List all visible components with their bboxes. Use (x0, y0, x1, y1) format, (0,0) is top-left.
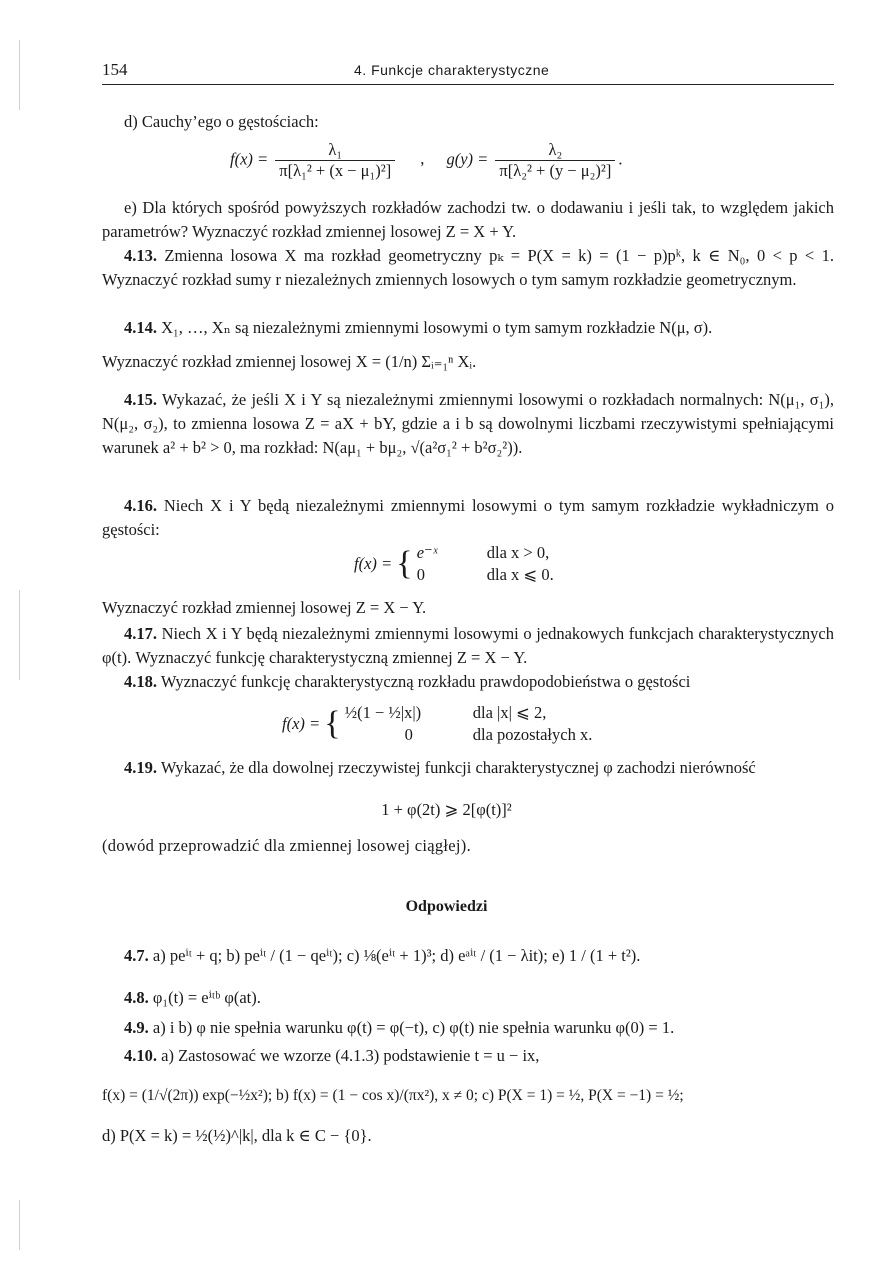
answer-4-10-text: a) Zastosować we wzorze (4.1.3) podstawienie t = u − ix, (161, 1046, 540, 1065)
formula-f-lhs: f(x) = (230, 149, 269, 169)
cauchy-formulas: f(x) = $\frac{\text{λ₁}}{\text{π[λ₁² + (x − μ₁)²]}}$ , g(y) = $\frac{\text{λ₂}}{\text{π[λ₂² + (y − μ₂)²]}}$ . (230, 140, 623, 180)
answer-4-7-text: a) peⁱᵗ + q; b) peⁱᵗ / (1 − qeⁱᵗ); c) ⅛(eⁱᵗ + 1)³; d) eᵃⁱᵗ / (1 − λit); e) 1 / (1 + t²). (152, 946, 641, 965)
problem-4-18-text: Wyznaczyć funkcję charakterystyczną rozkładu prawdopodobieństwa o gęstości (160, 672, 691, 691)
problem-4-15-number: 4.15. (124, 390, 157, 409)
problem-4-19 (102, 756, 834, 780)
answer-4-7 (102, 944, 834, 968)
problem-4-16-text2: Wyznaczyć rozkład zmiennej losowej Z = X − Y. (102, 598, 427, 617)
problem-4-16-text: Niech X i Y będą niezależnymi zmiennymi losowymi o tym samym rozkładzie wykładniczym o gęstości: (102, 496, 834, 539)
answer-4-8 (102, 986, 834, 1010)
problem-4-13-number: 4.13. (124, 246, 157, 265)
scan-edge-top (19, 40, 20, 110)
answer-4-10-line3: d) P(X = k) = ½(½)^|k|, dla k ∈ C − {0}. (102, 1126, 372, 1145)
density-4-18-case1-condition: dla |x| ⩽ 2, (472, 703, 547, 722)
problem-e-text: e) Dla których spośród powyższych rozkładów zachodzi tw. o dodawaniu i jeśli tak, to względem jakich parametrów? Wyznaczyć rozkład zmiennej losowej Z = X + Y. (102, 198, 834, 241)
density-4-18-case1-value: ½(1 − ½|x|) (344, 703, 422, 722)
problem-4-19-text: Wykazać, że dla dowolnej rzeczywistej funkcji charakterystycznej φ zachodzi nierówność (160, 758, 756, 777)
problem-4-18-number: 4.18. (124, 672, 157, 691)
answer-4-10-line2: f(x) = (1/√(2π)) exp(−½x²); b) f(x) = (1 − cos x)/(πx²), x ≠ 0; c) P(X = 1) = ½, P(X = −1) = ½; (102, 1087, 684, 1104)
answers-heading: Odpowiedzi (405, 898, 488, 915)
density-4-18-case2-value: 0 (404, 725, 413, 744)
density-4-16-case2-value: 0 (416, 565, 425, 584)
problem-4-16-number: 4.16. (124, 496, 157, 515)
chapter-title: 4. Funkcje charakterystyczne (354, 62, 550, 78)
answer-4-8-number: 4.8. (124, 988, 149, 1007)
density-4-18 (282, 702, 592, 746)
density-4-18-lhs: f(x) = (282, 714, 321, 733)
formula-g-lhs: g(y) = (446, 149, 489, 169)
formula-f-fraction (275, 140, 395, 181)
problem-4-14-text2: Wyznaczyć rozkład zmiennej losowej X = (1/n) Σᵢ₌₁ⁿ Xᵢ. (102, 352, 477, 371)
formula-g-denominator: π[λ₂² + (y − μ₂)²] (499, 161, 612, 180)
left-brace-icon: { (396, 545, 413, 582)
problem-4-17-text: Niech X i Y będą niezależnymi zmiennymi losowymi o jednakowych funkcjach charakterystycznych φ(t). Wyznaczyć funkcję charakterystyczną zmiennej Z = X − Y. (102, 624, 834, 667)
density-4-16 (354, 542, 554, 586)
problem-4-14 (102, 316, 834, 340)
density-4-16-case1-value: e⁻ˣ (416, 543, 438, 562)
problem-4-14-text: X₁, …, Xₙ są niezależnymi zmiennymi losowymi o tym samym rozkładzie N(μ, σ). (161, 318, 713, 337)
problem-4-17 (102, 622, 834, 670)
density-4-16-case1-condition: dla x > 0, (486, 543, 550, 562)
problem-4-13 (102, 244, 834, 292)
problem-4-15 (102, 388, 834, 460)
answer-4-10-number: 4.10. (124, 1046, 157, 1065)
formula-g-numerator: λ₂ (495, 140, 615, 161)
left-brace-icon: { (324, 705, 341, 742)
page-number: 154 (102, 60, 128, 79)
scan-edge-bottom (19, 1200, 20, 1250)
answer-4-9 (102, 1016, 834, 1040)
scan-edge-middle (19, 590, 20, 680)
problem-4-15-text: Wykazać, że jeśli X i Y są niezależnymi zmiennymi losowymi o rozkładach normalnych: N(μ₁, σ₁), N(μ₂, σ₂), to zmienna losowa Z = aX + bY, gdzie a i b są dowolnymi liczbami rzeczywistymi spełniającymi warunek a² + b² > 0, ma rozkład: N(aμ₁ + bμ₂, √(a²σ₁² + b²σ₂²)). (102, 390, 834, 457)
answer-4-8-text: φ₁(t) = eⁱᵗᵇ φ(at). (152, 988, 261, 1007)
problem-d-label: d) Cauchy’ego o gęstościach: (124, 112, 319, 131)
problem-4-18 (102, 670, 834, 694)
page-header (102, 58, 834, 85)
density-4-16-case2-condition: dla x ⩽ 0. (486, 565, 554, 584)
problem-4-17-number: 4.17. (124, 624, 157, 643)
density-4-16-lhs: f(x) = (354, 554, 393, 573)
answer-4-9-number: 4.9. (124, 1018, 149, 1037)
formula-g-fraction (495, 140, 615, 181)
answer-4-9-text: a) i b) φ nie spełnia warunku φ(t) = φ(−t), c) φ(t) nie spełnia warunku φ(0) = 1. (152, 1018, 675, 1037)
answer-4-10 (102, 1044, 834, 1068)
answer-4-7-number: 4.7. (124, 946, 149, 965)
problem-4-19-text2: (dowód przeprowadzić dla zmiennej losowej ciągłej). (102, 836, 471, 855)
formula-f-denominator: π[λ₁² + (x − μ₁)²] (279, 161, 392, 180)
density-4-18-case2-condition: dla pozostałych x. (472, 725, 593, 744)
formula-f-numerator: λ₁ (275, 140, 395, 161)
problem-4-16 (102, 494, 834, 542)
problem-4-14-number: 4.14. (124, 318, 157, 337)
inequality-4-19: 1 + φ(2t) ⩾ 2[φ(t)]² (381, 800, 512, 819)
problem-4-19-number: 4.19. (124, 758, 157, 777)
problem-4-13-text: Zmienna losowa X ma rozkład geometryczny pₖ = P(X = k) = (1 − p)pᵏ, k ∈ N₀, 0 < p < 1. Wyznaczyć rozkład sumy r niezależnych zmiennych losowych o tym samym rozkładzie geometrycznym. (102, 246, 834, 289)
